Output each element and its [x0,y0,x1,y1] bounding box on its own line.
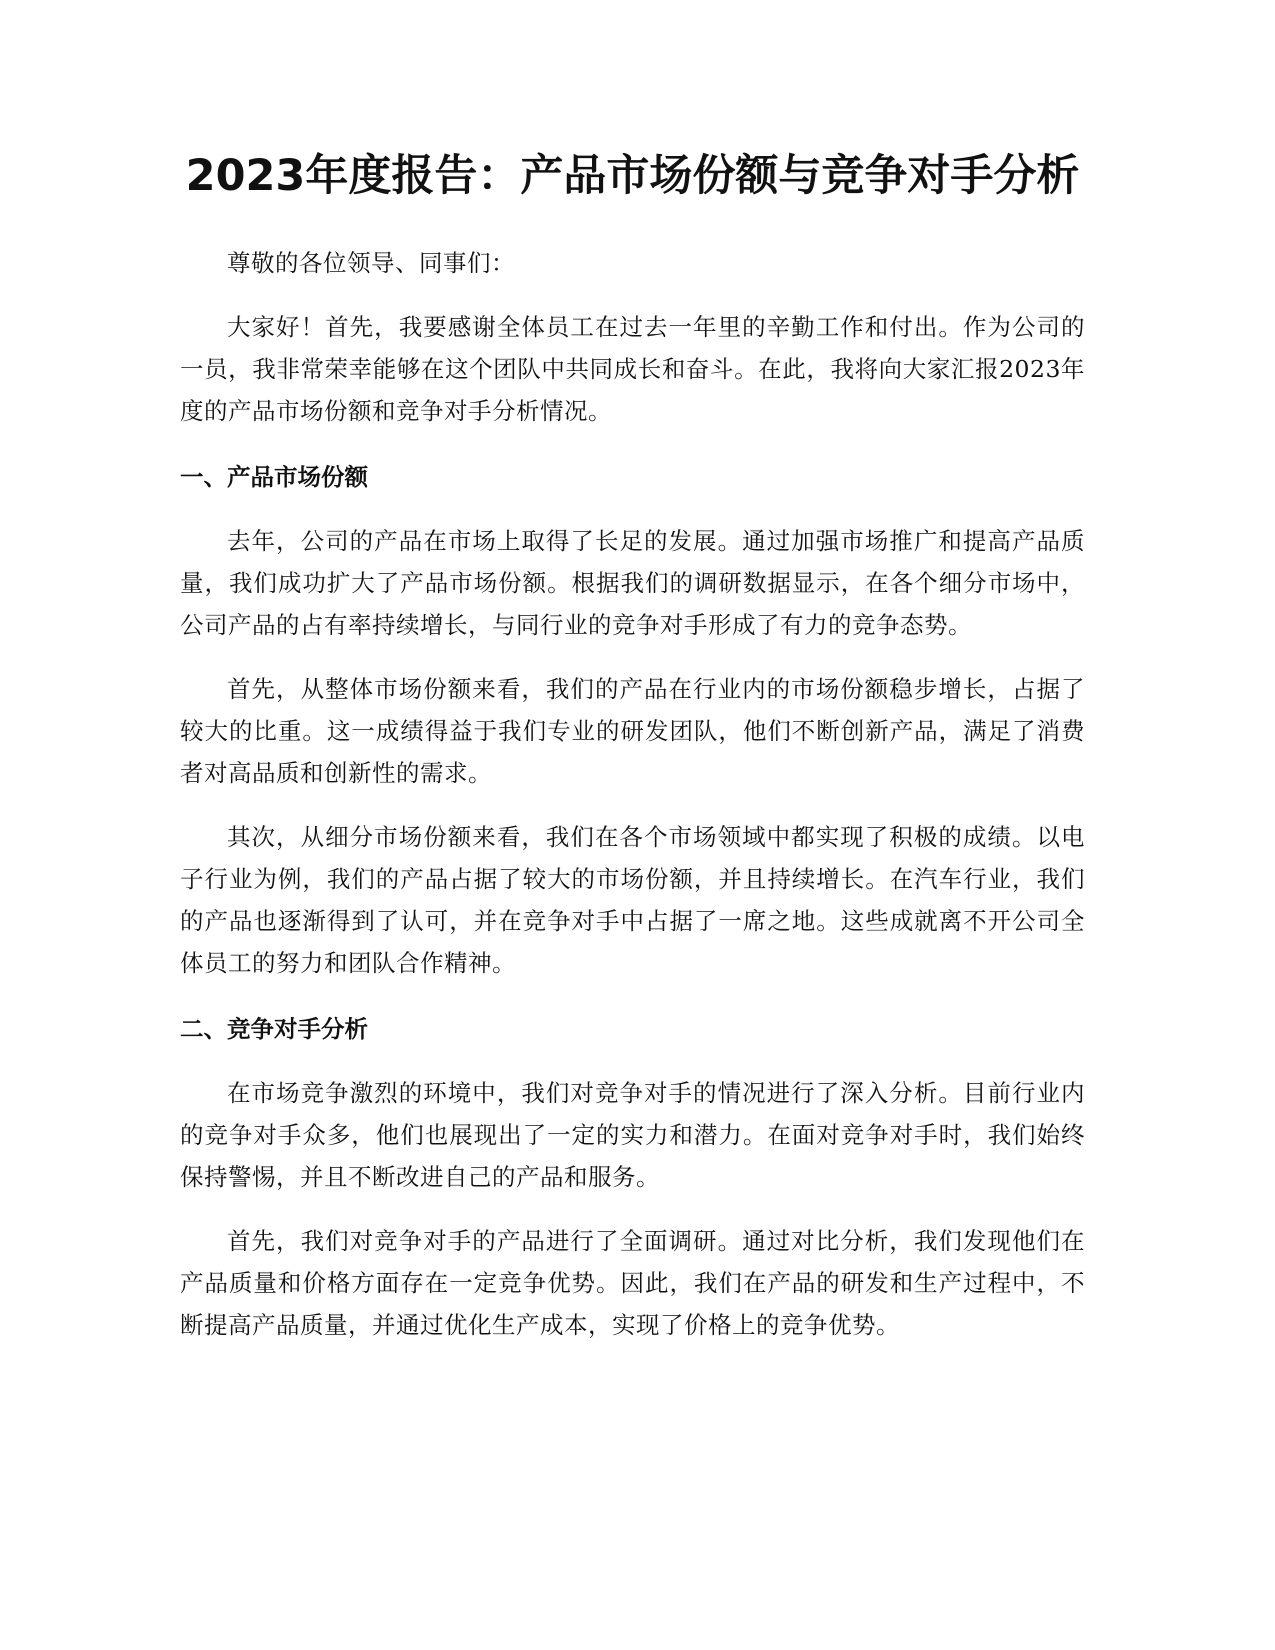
paragraph: 首先，我们对竞争对手的产品进行了全面调研。通过对比分析，我们发现他们在产品质量和价格方面存在一定竞争优势。因此，我们在产品的研发和生产过程中，不断提高产品质量，并通过优化生产成本，实现了价格上的竞争优势。 [180,1227,1085,1339]
paragraph: 其次，从细分市场份额来看，我们在各个市场领域中都实现了积极的成绩。以电子行业为例，我们的产品占据了较大的市场份额，并且持续增长。在汽车行业，我们的产品也逐渐得到了认可，并在竞争对手中占据了一席之地。这些成就离不开公司全体员工的努力和团队合作精神。 [180,823,1085,977]
paragraph: 去年，公司的产品在市场上取得了长足的发展。通过加强市场推广和提高产品质量，我们成功扩大了产品市场份额。根据我们的调研数据显示，在各个细分市场中，公司产品的占有率持续增长，与同行业的竞争对手形成了有力的竞争态势。 [180,527,1085,639]
paragraph: 在市场竞争激烈的环境中，我们对竞争对手的情况进行了深入分析。目前行业内的竞争对手众多，他们也展现出了一定的实力和潜力。在面对竞争对手时，我们始终保持警惕，并且不断改进自己的产品和服务。 [180,1079,1085,1191]
document-title: 2023年度报告：产品市场份额与竞争对手分析 [185,151,1080,201]
section-competitor-analysis [180,1008,1085,1346]
paragraph: 首先，从整体市场份额来看，我们的产品在行业内的市场份额稳步增长，占据了较大的比重。这一成绩得益于我们专业的研发团队，他们不断创新产品，满足了消费者对高品质和创新性的需求。 [180,675,1085,787]
salutation: 尊敬的各位领导、同事们： [227,249,515,277]
intro-paragraph: 大家好！首先，我要感谢全体员工在过去一年里的辛勤工作和付出。作为公司的一员，我非常荣幸能够在这个团队中共同成长和奋斗。在此，我将向大家汇报2023年度的产品市场份额和竞争对手分析情况。 [180,313,1085,425]
section-heading: 一、产品市场份额 [180,463,368,491]
section-heading: 二、竞争对手分析 [180,1015,368,1043]
document-page [180,140,1085,1346]
section-market-share [180,456,1085,984]
